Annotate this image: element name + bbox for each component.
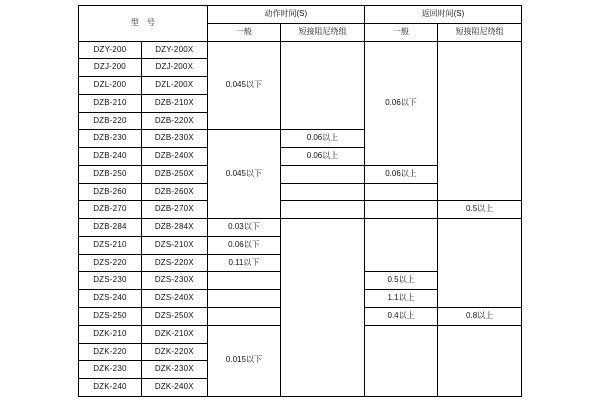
cell-action-damping: 0.06以上 [281,148,365,166]
cell-model-b: DZB-250X [141,165,207,183]
header-action-normal: 一般 [207,23,280,41]
cell-action-normal: 0.03以下 [207,219,280,237]
cell-model-a: DZB-260 [79,183,142,201]
cell-model-b: DZK-210X [141,325,207,343]
cell-model-b: DZS-220X [141,254,207,272]
cell-model-b: DZB-284X [141,219,207,237]
cell-return-damping: 0.5以上 [438,201,522,219]
cell-model-a: DZL-200 [79,77,142,95]
cell-return-normal: 0.4以上 [364,308,437,326]
cell-model-a: DZB-270 [79,201,142,219]
cell-return-normal: 0.06以下 [364,41,437,165]
cell-return-normal: 1.1以上 [364,290,437,308]
cell-model-b: DZJ-200X [141,59,207,77]
table-row [79,219,522,237]
cell-return-normal-empty [364,183,437,201]
cell-model-a: DZS-240 [79,290,142,308]
cell-model-a: DZK-230 [79,361,142,379]
cell-model-b: DZB-260X [141,183,207,201]
table-row [79,41,522,59]
cell-model-b: DZB-210X [141,94,207,112]
cell-action-normal-empty [207,308,280,326]
cell-return-normal-empty [364,201,437,219]
table-row [79,201,522,219]
cell-action-damping-empty [281,183,365,201]
table-header-row-groups [79,6,522,24]
cell-model-b: DZB-220X [141,112,207,130]
cell-action-damping-empty [281,165,365,183]
header-action-damping: 短接阻尼绕组 [281,23,365,41]
cell-model-a: DZK-210 [79,325,142,343]
cell-model-a: DZB-210 [79,94,142,112]
cell-model-a: DZY-200 [79,41,142,59]
cell-action-normal: 0.045以下 [207,130,280,219]
header-action-time: 动作时间(S) [207,6,364,24]
header-model: 型 号 [79,6,208,42]
cell-model-b: DZL-200X [141,77,207,95]
cell-action-normal-empty [207,290,280,308]
cell-model-a: DZB-284 [79,219,142,237]
cell-model-b: DZB-270X [141,201,207,219]
relay-timing-table [78,5,522,397]
cell-action-normal-empty [207,272,280,290]
cell-model-a: DZS-210 [79,236,142,254]
cell-model-b: DZS-250X [141,308,207,326]
cell-model-a: DZJ-200 [79,59,142,77]
cell-model-a: DZB-220 [79,112,142,130]
cell-model-b: DZS-240X [141,290,207,308]
header-return-time: 返回时间(S) [364,6,521,24]
cell-action-damping-empty [281,219,365,397]
cell-action-damping-empty [281,41,365,130]
cell-return-normal: 0.06以上 [364,165,437,183]
cell-return-damping: 0.8以上 [438,308,522,326]
spec-table-container [78,5,522,397]
cell-model-b: DZY-200X [141,41,207,59]
cell-model-b: DZK-230X [141,361,207,379]
cell-return-damping-empty [438,41,522,201]
cell-model-a: DZB-230 [79,130,142,148]
cell-return-damping-empty [438,219,522,308]
cell-return-normal: 0.5以上 [364,272,437,290]
cell-model-b: DZK-220X [141,343,207,361]
cell-action-normal: 0.06以下 [207,236,280,254]
cell-model-a: DZB-250 [79,165,142,183]
cell-return-normal-empty [364,325,437,396]
cell-action-normal: 0.015以下 [207,325,280,396]
cell-return-damping-empty [438,325,522,396]
cell-model-b: DZK-240X [141,379,207,397]
header-return-normal: 一般 [364,23,437,41]
cell-model-a: DZS-230 [79,272,142,290]
cell-action-damping: 0.06以上 [281,130,365,148]
cell-model-b: DZS-230X [141,272,207,290]
cell-model-a: DZS-220 [79,254,142,272]
cell-action-normal: 0.11以下 [207,254,280,272]
cell-model-b: DZB-230X [141,130,207,148]
header-return-damping: 短接阻尼绕组 [438,23,522,41]
cell-model-a: DZB-240 [79,148,142,166]
cell-model-b: DZB-240X [141,148,207,166]
cell-model-a: DZK-220 [79,343,142,361]
cell-model-b: DZS-210X [141,236,207,254]
cell-action-normal: 0.045以下 [207,41,280,130]
cell-action-damping-empty [281,201,365,219]
cell-return-normal-empty [364,219,437,272]
cell-model-a: DZS-250 [79,308,142,326]
cell-model-a: DZK-240 [79,379,142,397]
